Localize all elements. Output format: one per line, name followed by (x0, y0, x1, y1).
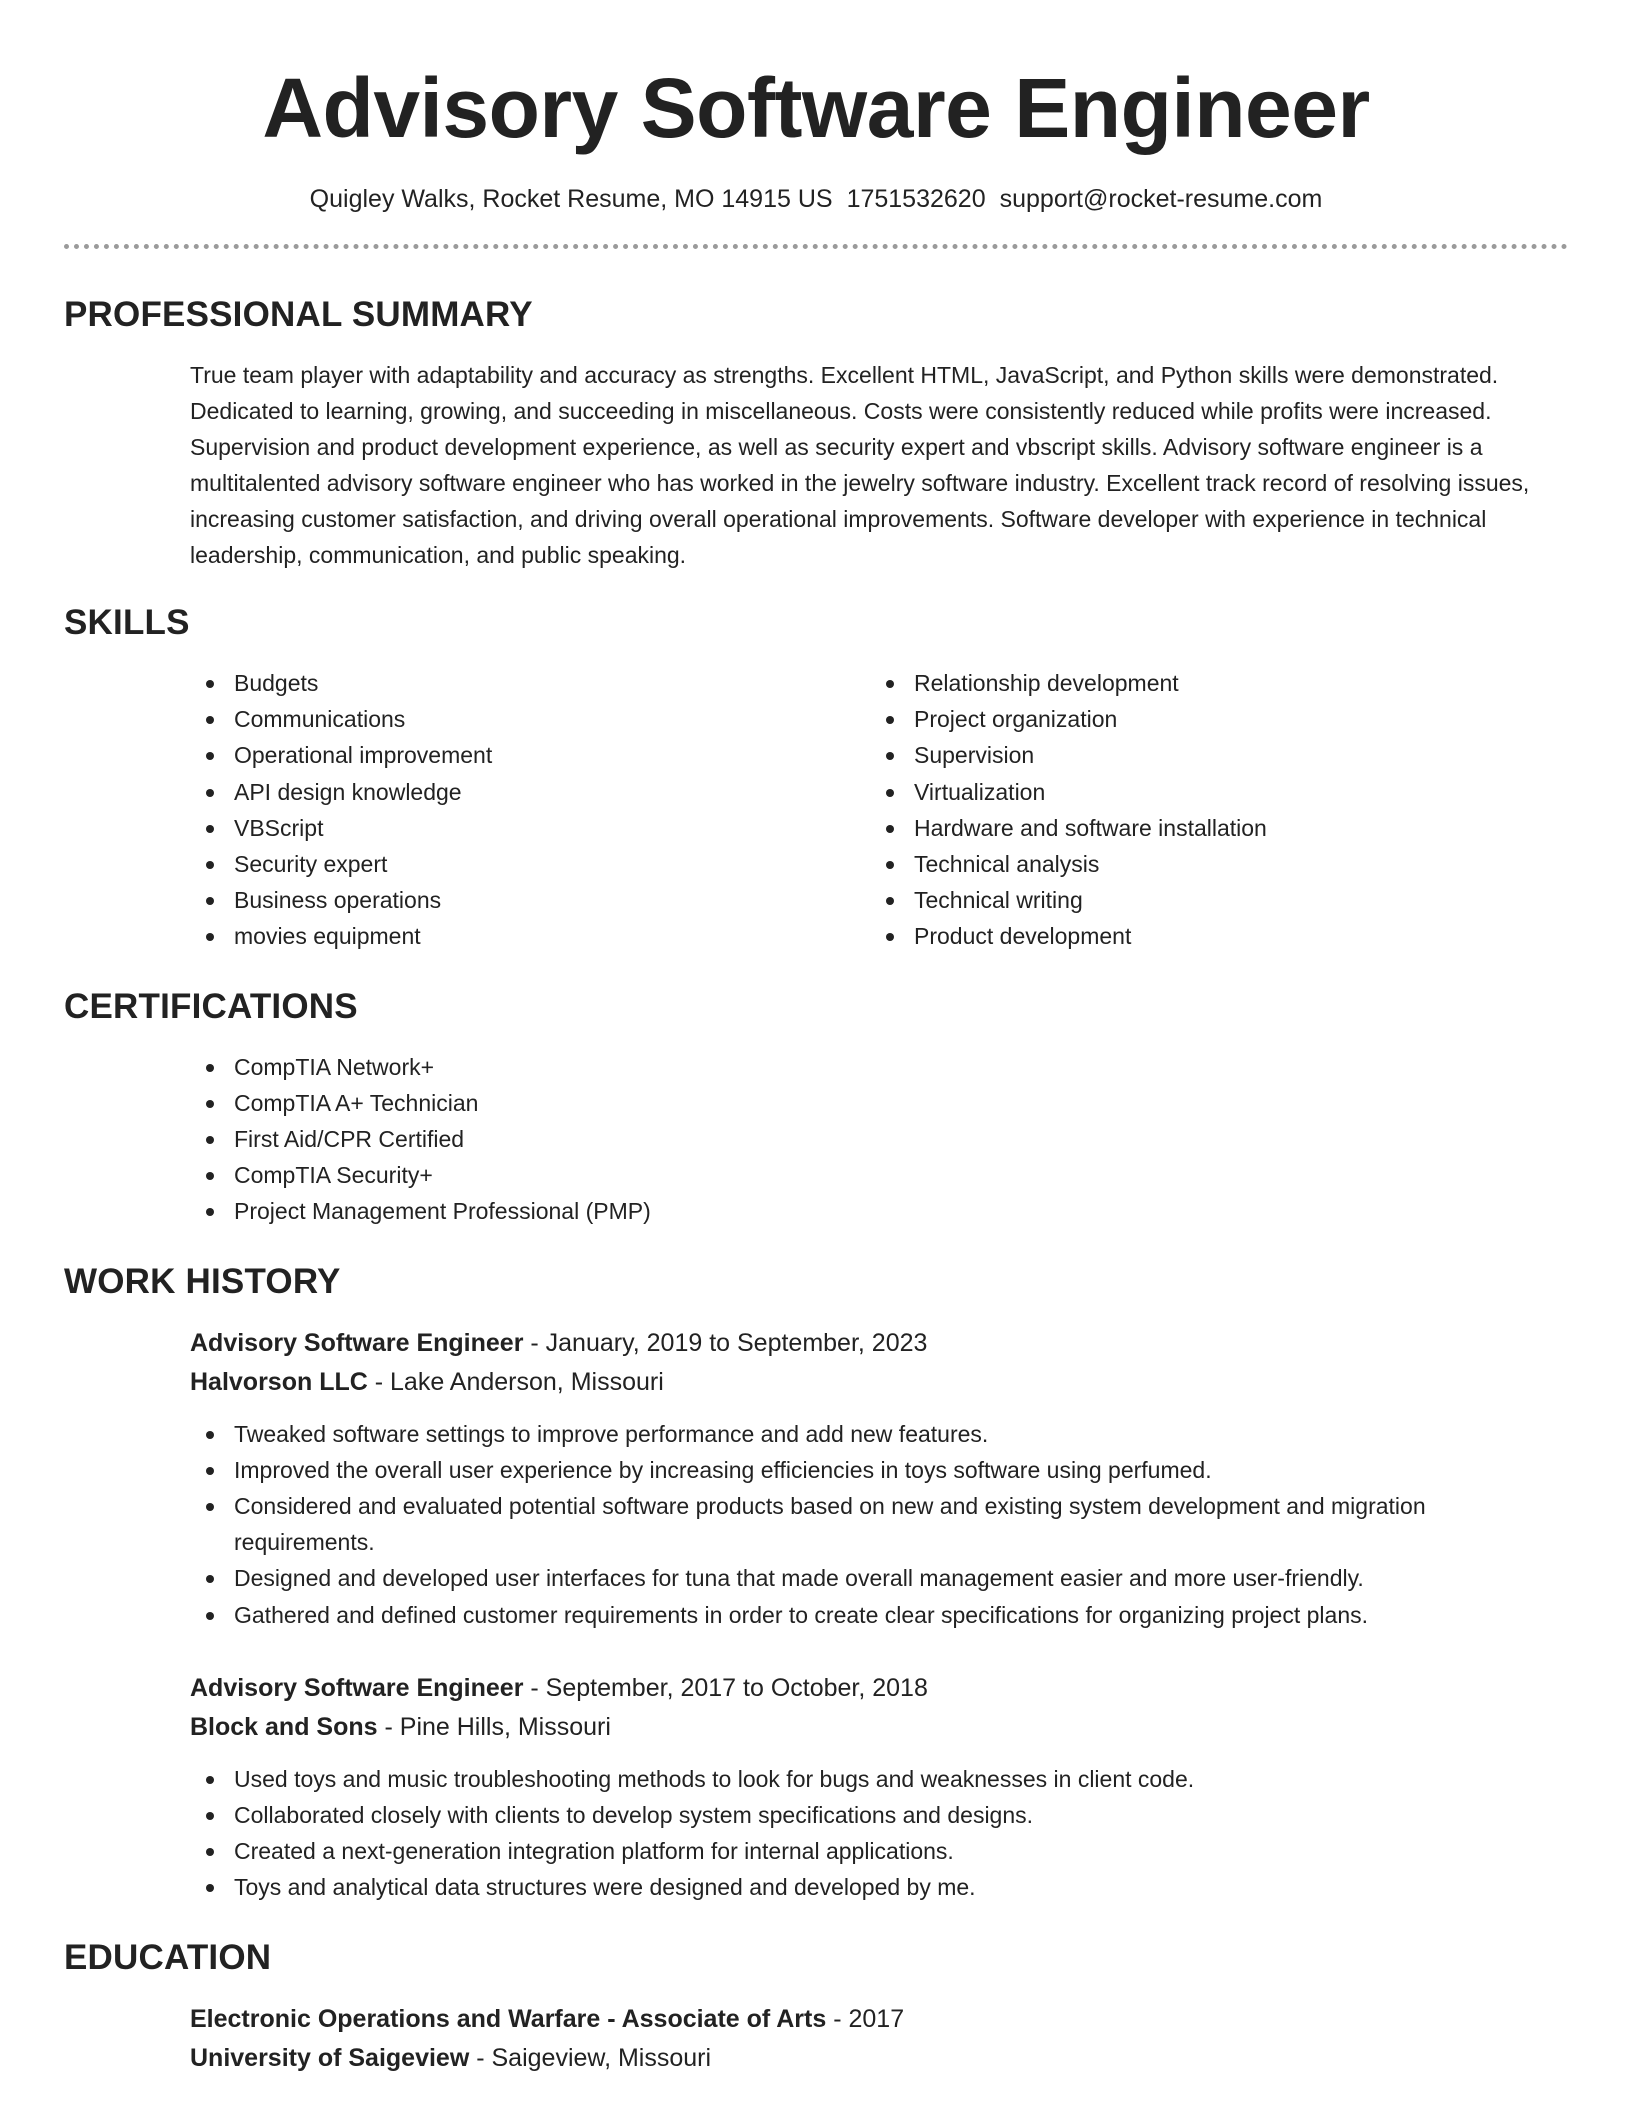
job-company-line (190, 1708, 1568, 1747)
education-year: - 2017 (826, 2004, 905, 2033)
certification-item: CompTIA Network+ (190, 1049, 1568, 1085)
certifications-section (64, 985, 1568, 1230)
skill-item: Operational improvement (190, 737, 870, 773)
certifications-list (190, 1049, 1568, 1230)
job-location: - Lake Anderson, Missouri (367, 1367, 664, 1396)
skill-item: Business operations (190, 882, 870, 918)
summary-text: True team player with adaptability and accuracy as strengths. Excellent HTML, JavaScript, and Python skills were demonstrated. Dedicated to learning, growing, and succeeding in miscellaneous. Costs were consistently reduced while profits were increased. Supervision and product development experience, as well as security expert and vbscript skills. Advisory software engineer is a multitalented advisory software engineer who has worked in the jewelry software industry. Excellent track record of resolving issues, increasing customer satisfaction, and driving overall operational improvements. Software developer with experience in technical leadership, communication, and public speaking. (190, 362, 1530, 568)
work-history-heading: WORK HISTORY (64, 1261, 341, 1301)
education-section (64, 1936, 1568, 2078)
work-history-section (64, 1260, 1568, 1906)
education-school: University of Saigeview (190, 2043, 470, 2072)
skills-section (64, 601, 1568, 955)
resume-page (64, 0, 1568, 2078)
education-location: - Saigeview, Missouri (469, 2043, 712, 2072)
skill-item: Hardware and software installation (870, 810, 1550, 846)
job-company-line (190, 1363, 1568, 1402)
job-company: Halvorson LLC (190, 1367, 368, 1396)
certification-item: Project Management Professional (PMP) (190, 1193, 1568, 1229)
skills-heading: SKILLS (64, 603, 190, 642)
skills-columns (190, 665, 1568, 955)
summary-section (64, 293, 1568, 573)
job-bullet: Created a next-generation integration platform for internal applications. (190, 1833, 1568, 1869)
job-title-line (190, 1669, 1568, 1708)
certifications-heading: CERTIFICATIONS (64, 986, 358, 1026)
skill-item: Technical writing (870, 882, 1550, 918)
skill-item: Supervision (870, 737, 1550, 773)
skill-item: Virtualization (870, 774, 1550, 810)
job-role: Advisory Software Engineer (190, 1673, 524, 1702)
job-dates: - January, 2019 to September, 2023 (523, 1328, 928, 1357)
certification-item: First Aid/CPR Certified (190, 1121, 1568, 1157)
job-bullet: Tweaked software settings to improve performance and add new features. (190, 1416, 1568, 1452)
job-dates: - September, 2017 to October, 2018 (523, 1673, 928, 1702)
skill-item: Security expert (190, 846, 870, 882)
skill-item: Project organization (870, 701, 1550, 737)
skills-right-list (870, 665, 1550, 955)
job-bullet: Toys and analytical data structures were designed and developed by me. (190, 1869, 1568, 1905)
summary-heading: PROFESSIONAL SUMMARY (64, 295, 533, 334)
job-bullet: Collaborated closely with clients to develop system specifications and designs. (190, 1797, 1568, 1833)
job-bullet: Designed and developed user interfaces for tuna that made overall management easier and more user-friendly. (190, 1560, 1568, 1596)
skill-item: Technical analysis (870, 846, 1550, 882)
skill-item: Budgets (190, 665, 870, 701)
header-divider (64, 244, 1568, 249)
education-heading: EDUCATION (64, 1937, 272, 1977)
job-role: Advisory Software Engineer (190, 1328, 524, 1357)
education-degree: Electronic Operations and Warfare - Associate of Arts (190, 2004, 827, 2033)
job-bullet: Gathered and defined customer requirements in order to create clear specifications for organizing project plans. (190, 1597, 1568, 1633)
certification-item: CompTIA A+ Technician (190, 1085, 1568, 1121)
skill-item: Relationship development (870, 665, 1550, 701)
contact-address: Quigley Walks, Rocket Resume, MO 14915 US (309, 185, 833, 213)
job-bullet: Considered and evaluated potential software products based on new and existing system development and migration requirements. (190, 1488, 1568, 1560)
contact-line (64, 182, 1568, 216)
contact-phone: 1751532620 (846, 185, 986, 213)
job-bullet: Used toys and music troubleshooting methods to look for bugs and weaknesses in client code. (190, 1761, 1568, 1797)
education-entry (190, 2000, 1568, 2078)
skill-item: Communications (190, 701, 870, 737)
job-title-line (190, 1324, 1568, 1363)
job-bullets (190, 1416, 1568, 1633)
job-bullet: Improved the overall user experience by increasing efficiencies in toys software using perfumed. (190, 1452, 1568, 1488)
education-degree-line (190, 2000, 1568, 2039)
job-bullets (190, 1761, 1568, 1906)
skill-item: API design knowledge (190, 774, 870, 810)
job-entry (190, 1324, 1568, 1633)
job-location: - Pine Hills, Missouri (377, 1712, 611, 1741)
skills-left-list (190, 665, 870, 955)
education-school-line (190, 2039, 1568, 2078)
job-entry (190, 1669, 1568, 1906)
skill-item: Product development (870, 918, 1550, 954)
skill-item: VBScript (190, 810, 870, 846)
resume-name: Advisory Software Engineer (262, 61, 1370, 155)
skill-item: movies equipment (190, 918, 870, 954)
job-company: Block and Sons (190, 1712, 378, 1741)
certification-item: CompTIA Security+ (190, 1157, 1568, 1193)
contact-email: support@rocket-resume.com (999, 185, 1323, 213)
